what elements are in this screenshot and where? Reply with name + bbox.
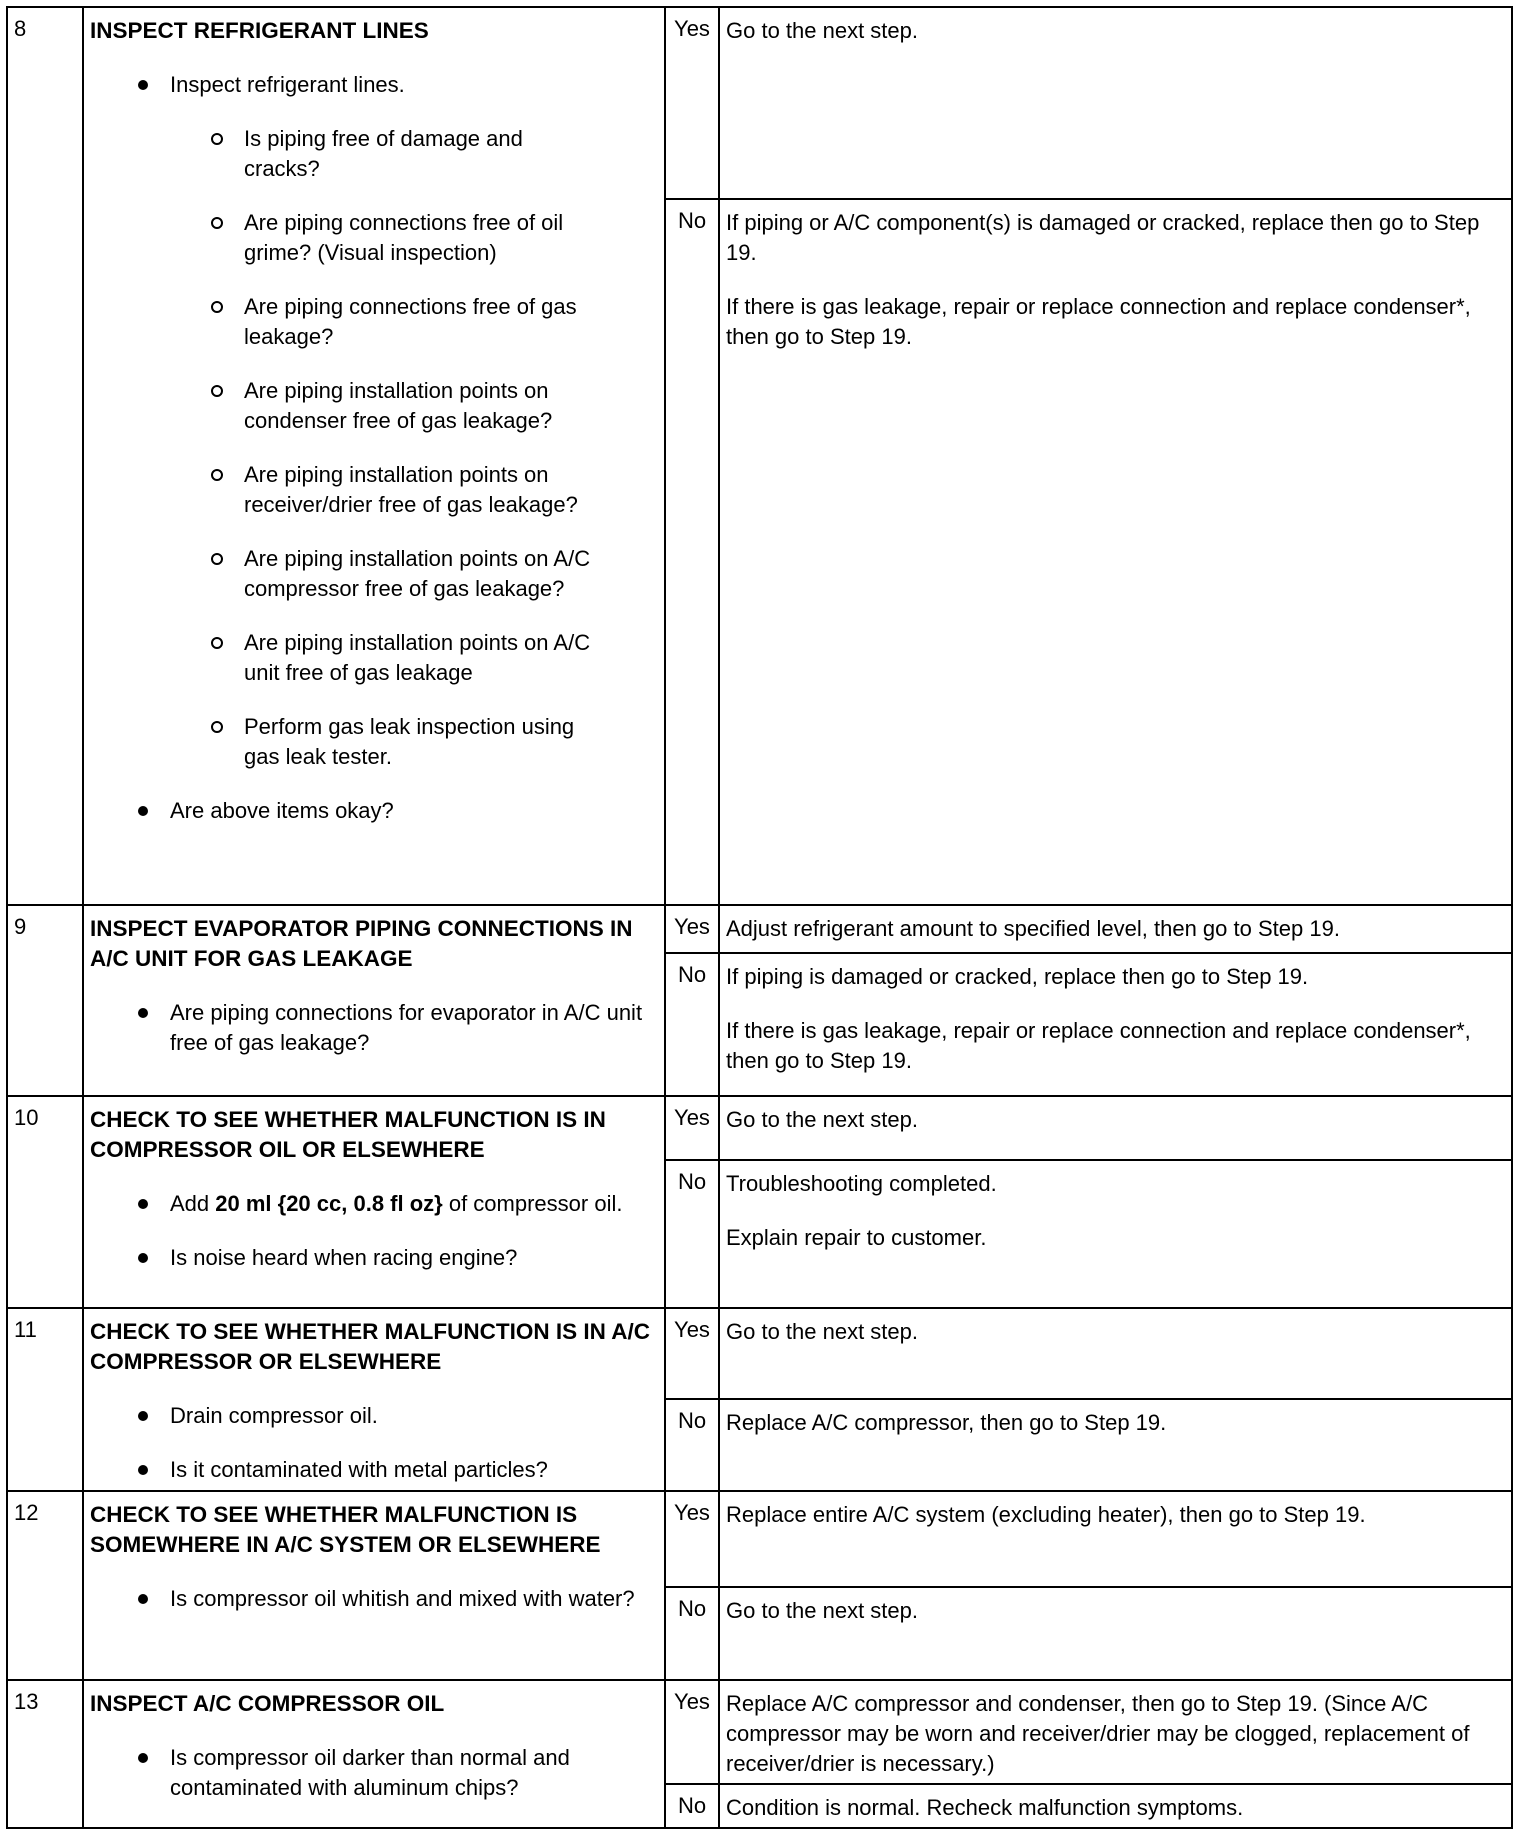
step-title: INSPECT EVAPORATOR PIPING CONNECTIONS IN A/C UNIT FOR GAS LEAKAGE (90, 916, 633, 971)
step-number: 11 (7, 1308, 83, 1491)
step-title: INSPECT REFRIGERANT LINES (90, 18, 429, 43)
step-title: INSPECT A/C COMPRESSOR OIL (90, 1691, 445, 1716)
step-content (83, 1680, 665, 1828)
action-text: Go to the next step. (726, 1107, 919, 1132)
no-action (719, 1784, 1512, 1828)
step-number: 13 (7, 1680, 83, 1828)
bullet-text: of compressor oil. (442, 1191, 623, 1216)
step-number: 8 (7, 7, 83, 905)
no-action (719, 1587, 1512, 1680)
no-action (719, 953, 1512, 1096)
troubleshooting-table (6, 6, 1511, 1820)
oil-amount: 20 ml {20 cc, 0.8 fl oz} (215, 1191, 443, 1216)
step-row-10 (7, 1096, 1512, 1160)
bullet-item: Is compressor oil whitish and mixed with water? (90, 1584, 654, 1614)
action-text: Adjust refrigerant amount to specified level, then go to Step 19. (726, 916, 1340, 941)
bullet-item: Inspect refrigerant lines. (90, 70, 654, 100)
bullet-item: Is it contaminated with metal particles? (90, 1455, 654, 1485)
no-action (719, 1399, 1512, 1491)
action-text: Explain repair to customer. (726, 1225, 987, 1250)
step-checklist (90, 998, 654, 1058)
answer-no: No (665, 1399, 719, 1491)
answer-yes: Yes (665, 1680, 719, 1784)
sub-bullet-item: Are piping installation points on A/C compressor free of gas leakage? (90, 544, 604, 604)
step-checklist (90, 1743, 654, 1803)
sub-bullet-item: Are piping installation points on condenser free of gas leakage? (90, 376, 604, 436)
bullet-item: Drain compressor oil. (90, 1401, 654, 1431)
sub-bullet-item: Are piping installation points on A/C unit free of gas leakage (90, 628, 604, 688)
action-text: Go to the next step. (726, 18, 919, 43)
step-number: 10 (7, 1096, 83, 1308)
yes-action (719, 1308, 1512, 1399)
step-content (83, 1491, 665, 1680)
step-content (83, 1096, 665, 1308)
step-number: 12 (7, 1491, 83, 1680)
yes-action (719, 905, 1512, 953)
step-checklist (90, 1401, 654, 1485)
step-title: CHECK TO SEE WHETHER MALFUNCTION IS SOMEWHERE IN A/C SYSTEM OR ELSEWHERE (90, 1502, 601, 1557)
bullet-item (90, 1189, 654, 1219)
sub-bullet-item: Are piping installation points on receiver/drier free of gas leakage? (90, 460, 604, 520)
step-checklist (90, 1584, 654, 1614)
no-action (719, 1160, 1512, 1308)
action-text: Replace A/C compressor and condenser, then go to Step 19. (Since A/C compressor may be worn and receiver/drier may be clogged, replacement of receiver/drier is necessary.) (726, 1691, 1470, 1776)
action-text: If piping is damaged or cracked, replace then go to Step 19. (726, 964, 1309, 989)
step-checklist (90, 70, 654, 826)
step-row-11 (7, 1308, 1512, 1399)
bullet-item: Are piping connections for evaporator in A/C unit free of gas leakage? (90, 998, 654, 1058)
answer-no: No (665, 1587, 719, 1680)
action-text: Condition is normal. Recheck malfunction symptoms. (726, 1795, 1244, 1820)
action-text: If there is gas leakage, repair or replace connection and replace condenser*, then go to Step 19. (726, 1018, 1471, 1073)
bullet-text: Add (170, 1191, 216, 1216)
action-text: If piping or A/C component(s) is damaged or cracked, replace then go to Step 19. (726, 210, 1480, 265)
action-text: Go to the next step. (726, 1319, 919, 1344)
bullet-item: Is noise heard when racing engine? (90, 1243, 654, 1273)
answer-no: No (665, 953, 719, 1096)
bullet-item: Are above items okay? (90, 796, 654, 826)
answer-yes: Yes (665, 1308, 719, 1399)
step-title: CHECK TO SEE WHETHER MALFUNCTION IS IN COMPRESSOR OIL OR ELSEWHERE (90, 1107, 606, 1162)
step-content (83, 905, 665, 1096)
sub-bullet-item: Are piping connections free of oil grime? (Visual inspection) (90, 208, 604, 268)
action-text: Replace entire A/C system (excluding heater), then go to Step 19. (726, 1502, 1366, 1527)
yes-action (719, 1491, 1512, 1587)
step-content (83, 1308, 665, 1491)
answer-no: No (665, 1784, 719, 1828)
answer-yes: Yes (665, 905, 719, 953)
answer-yes: Yes (665, 1096, 719, 1160)
answer-yes: Yes (665, 1491, 719, 1587)
action-text: If there is gas leakage, repair or replace connection and replace condenser*, then go to Step 19. (726, 294, 1471, 349)
step-number: 9 (7, 905, 83, 1096)
bullet-item: Is compressor oil darker than normal and contaminated with aluminum chips? (90, 1743, 654, 1803)
action-text: Go to the next step. (726, 1598, 919, 1623)
action-text: Troubleshooting completed. (726, 1171, 997, 1196)
yes-action (719, 1680, 1512, 1784)
step-row-9 (7, 905, 1512, 953)
no-action (719, 199, 1512, 905)
step-title: CHECK TO SEE WHETHER MALFUNCTION IS IN A/C COMPRESSOR OR ELSEWHERE (90, 1319, 651, 1374)
step-row-12 (7, 1491, 1512, 1587)
step-checklist (90, 1189, 654, 1273)
sub-bullet-item: Perform gas leak inspection using gas leak tester. (90, 712, 604, 772)
action-text: Replace A/C compressor, then go to Step 19. (726, 1410, 1167, 1435)
step-content (83, 7, 665, 905)
yes-action (719, 7, 1512, 199)
step-row-8 (7, 7, 1512, 199)
sub-bullet-item: Is piping free of damage and cracks? (90, 124, 604, 184)
answer-yes: Yes (665, 7, 719, 199)
answer-no: No (665, 199, 719, 905)
answer-no: No (665, 1160, 719, 1308)
yes-action (719, 1096, 1512, 1160)
sub-bullet-item: Are piping connections free of gas leakage? (90, 292, 604, 352)
step-row-13 (7, 1680, 1512, 1784)
